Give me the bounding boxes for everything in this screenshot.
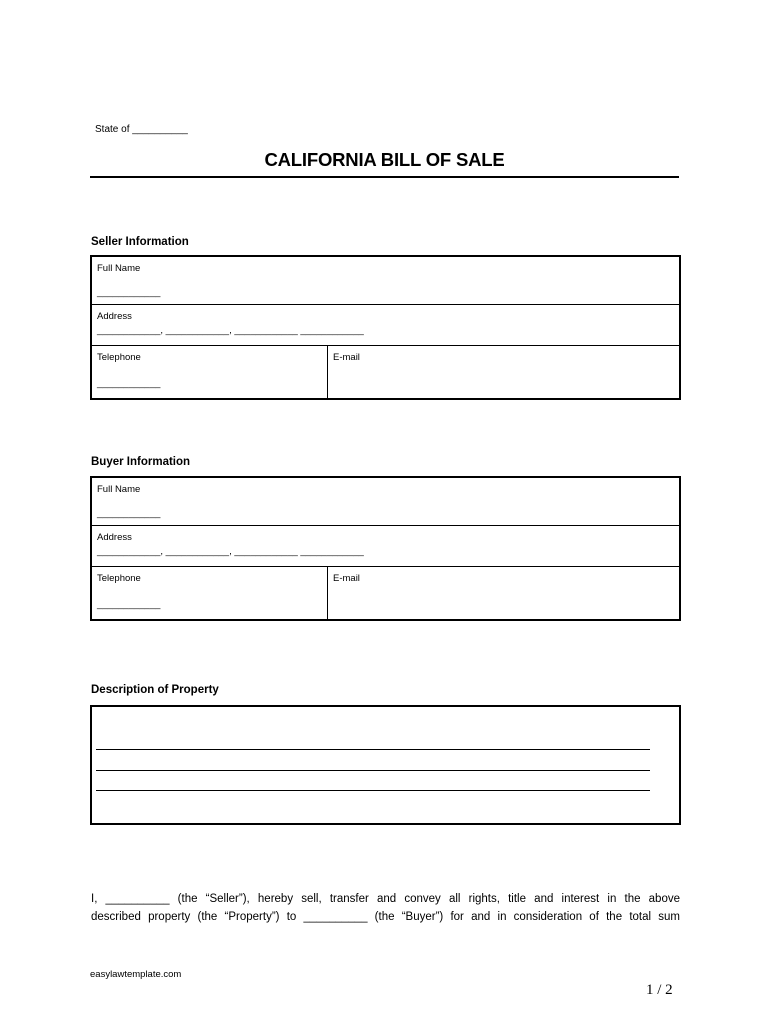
buyer-full-name-field[interactable]: ____________: [97, 508, 161, 519]
buyer-address-label: Address: [97, 532, 132, 543]
buyer-info-box: [90, 476, 681, 621]
seller-email-label: E-mail: [333, 352, 360, 363]
seller-telephone-cell: [92, 346, 328, 398]
conveyance-paragraph: [91, 890, 680, 926]
seller-info-box: [90, 255, 681, 400]
description-line: [96, 770, 650, 771]
seller-telephone-label: Telephone: [97, 352, 141, 363]
footer-website: easylawtemplate.com: [90, 969, 182, 980]
seller-address-field[interactable]: ____________, ____________, ____________ ____________: [97, 325, 364, 336]
buyer-contact-row: [92, 567, 679, 619]
seller-full-name-row: [92, 257, 679, 305]
seller-contact-row: [92, 346, 679, 398]
seller-full-name-label: Full Name: [97, 263, 141, 274]
state-line: State of __________: [95, 124, 188, 135]
buyer-telephone-label: Telephone: [97, 573, 141, 584]
description-line: [96, 749, 650, 750]
description-box[interactable]: [90, 705, 681, 825]
conveyance-line-2: described property (the “Property”) to __________ (the “Buyer”) for and in consideration of the total sum: [91, 911, 680, 923]
document-title: CALIFORNIA BILL OF SALE: [264, 149, 505, 170]
seller-address-row: [92, 305, 679, 346]
buyer-full-name-label: Full Name: [97, 484, 141, 495]
buyer-telephone-cell: [92, 567, 328, 619]
description-line: [96, 790, 650, 791]
page-number: 1 / 2: [646, 982, 673, 998]
buyer-telephone-field[interactable]: ____________: [97, 599, 161, 610]
buyer-full-name-row: [92, 478, 679, 526]
title-divider: [90, 176, 679, 178]
seller-address-label: Address: [97, 311, 132, 322]
buyer-email-label: E-mail: [333, 573, 360, 584]
buyer-address-row: [92, 526, 679, 567]
seller-telephone-field[interactable]: ____________: [97, 378, 161, 389]
buyer-address-field[interactable]: ____________, ____________, ____________ ____________: [97, 546, 364, 557]
buyer-email-cell[interactable]: [328, 567, 679, 619]
conveyance-line-1: I, __________ (the “Seller”), hereby sell, transfer and convey all rights, title and interest in the above: [91, 893, 680, 905]
seller-email-cell[interactable]: [328, 346, 679, 398]
description-section-heading: Description of Property: [91, 684, 219, 696]
seller-full-name-field[interactable]: ____________: [97, 287, 161, 298]
seller-section-heading: Seller Information: [91, 236, 189, 248]
buyer-section-heading: Buyer Information: [91, 456, 191, 468]
